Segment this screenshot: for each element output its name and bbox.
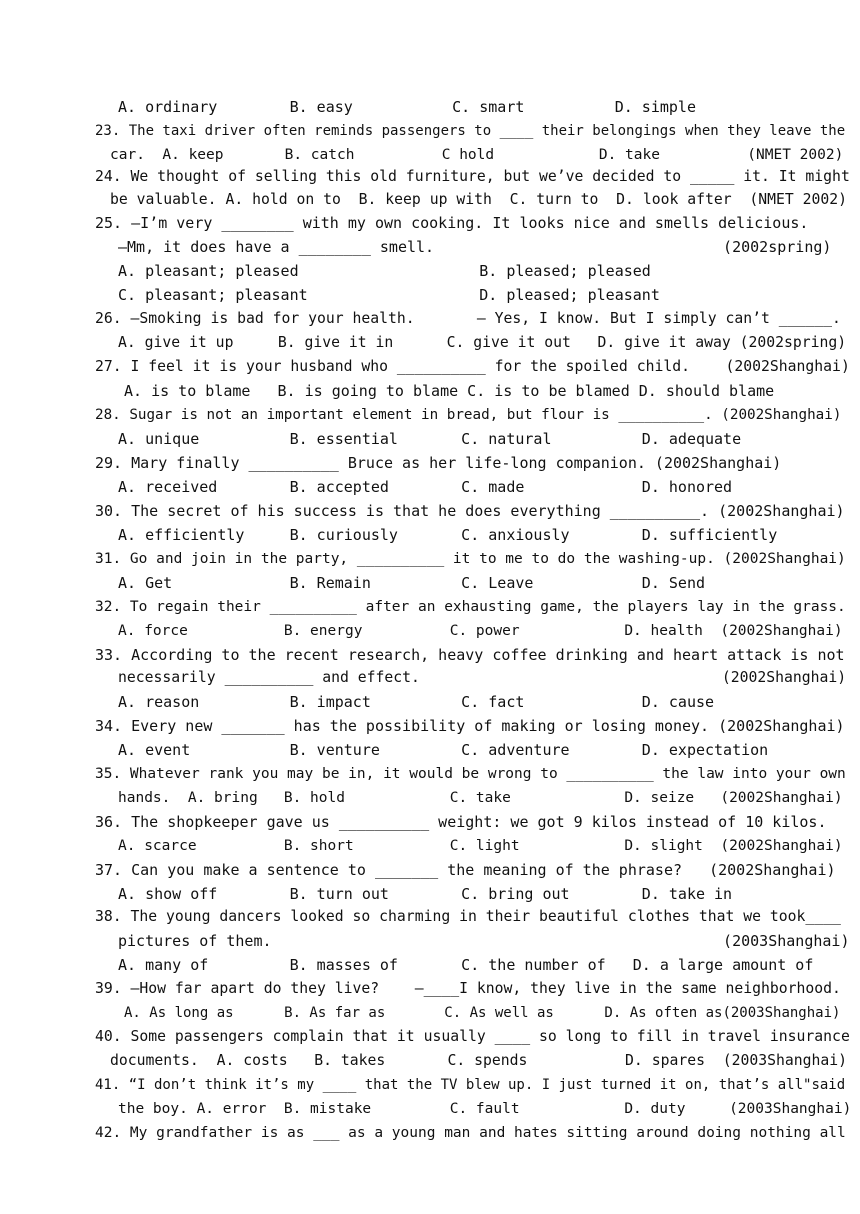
option-line: A. received B. accepted C. made D. honored [118,478,733,496]
option-line: A. pleasant; pleased B. pleased; pleased [118,262,651,280]
option-line: A. is to blame B. is going to blame C. is to be blamed D. should blame [124,382,775,400]
question-line: 41. “I don’t think it’s my ____ that the TV blew up. I just turned it on, that’s all"said [95,1077,846,1093]
option-line: A. unique B. essential C. natural D. adequate [118,430,742,448]
option-line: A. Get B. Remain C. Leave D. Send [118,574,705,592]
option-line: A. scarce B. short C. light D. slight (2002Shanghai) [118,838,843,854]
question-line: 36. The shopkeeper gave us __________ weight: we got 9 kilos instead of 10 kilos. [95,813,827,831]
question-line: 34. Every new _______ has the possibility of making or losing money. (2002Shanghai) [95,717,845,735]
option-line: C. pleasant; pleasant D. pleased; pleasant [118,286,660,304]
text-line: be valuable. A. hold on to B. keep up with C. turn to D. look after (NMET 2002) [110,191,848,208]
option-line: A. efficiently B. curiously C. anxiously D. sufficiently [118,526,778,544]
question-line: 40. Some passengers complain that it usually ____ so long to fill in travel insurance [95,1028,850,1045]
question-line: 29. Mary finally __________ Bruce as her life-long companion. (2002Shanghai) [95,454,782,472]
question-line: 42. My grandfather is as ___ as a young man and hates sitting around doing nothing all [95,1125,846,1141]
question-line: 28. Sugar is not an important element in bread, but flour is __________. (2002Shanghai) [95,407,842,423]
question-line: 26. —Smoking is bad for your health. — Yes, I know. But I simply can’t ______. [95,310,841,327]
text-line: —Mm, it does have a ________ smell. (2002spring) [118,238,832,256]
text-line: A. ordinary B. easy C. smart D. simple [118,98,696,116]
question-line: 39. —How far apart do they live? —____I know, they live in the same neighborhood. [95,980,841,997]
text-line: pictures of them. (2003Shanghai) [118,932,850,950]
text-line: necessarily __________ and effect. (2002Shanghai) [118,669,847,686]
option-line: A. reason B. impact C. fact D. cause [118,693,715,711]
question-line: 31. Go and join in the party, __________ it to me to do the washing-up. (2002Shanghai) [95,551,846,567]
option-line: A. show off B. turn out C. bring out D. take in [118,885,733,903]
option-line: hands. A. bring B. hold C. take D. seize (2002Shanghai) [118,790,843,806]
option-line: A. As long as B. As far as C. As well as D. As often as(2003Shanghai) [124,1005,841,1021]
question-line: 30. The secret of his success is that he does everything __________. (2002Shanghai) [95,502,845,520]
option-line: A. force B. energy C. power D. health (2002Shanghai) [118,623,843,639]
question-line: 32. To regain their __________ after an exhausting game, the players lay in the grass. [95,599,846,615]
option-line: A. give it up B. give it in C. give it out D. give it away (2002spring) [118,334,847,351]
question-line: 27. I feel it is your husband who __________ for the spoiled child. (2002Shanghai) [95,358,850,375]
question-line: 24. We thought of selling this old furniture, but we’ve decided to _____ it. It might [95,168,850,185]
question-line: 25. —I’m very ________ with my own cooking. It looks nice and smells delicious. [95,214,809,232]
option-line: A. many of B. masses of C. the number of D. a large amount of [118,956,814,974]
question-line: 38. The young dancers looked so charming in their beautiful clothes that we took____ [95,908,841,925]
text-line: documents. A. costs B. takes C. spends D. spares (2003Shanghai) [110,1052,848,1069]
question-line: 23. The taxi driver often reminds passengers to ____ their belongings when they leave the [95,123,846,139]
question-line: 35. Whatever rank you may be in, it would be wrong to __________ the law into your own [95,766,846,782]
question-line: 33. According to the recent research, heavy coffee drinking and heart attack is not [95,646,845,664]
text-line: car. A. keep B. catch C hold D. take (NMET 2002) [110,147,844,163]
question-line: 37. Can you make a sentence to _______ the meaning of the phrase? (2002Shanghai) [95,861,836,879]
option-line: A. event B. venture C. adventure D. expectation [118,741,769,759]
text-line: the boy. A. error B. mistake C. fault D. duty (2003Shanghai) [118,1101,852,1117]
